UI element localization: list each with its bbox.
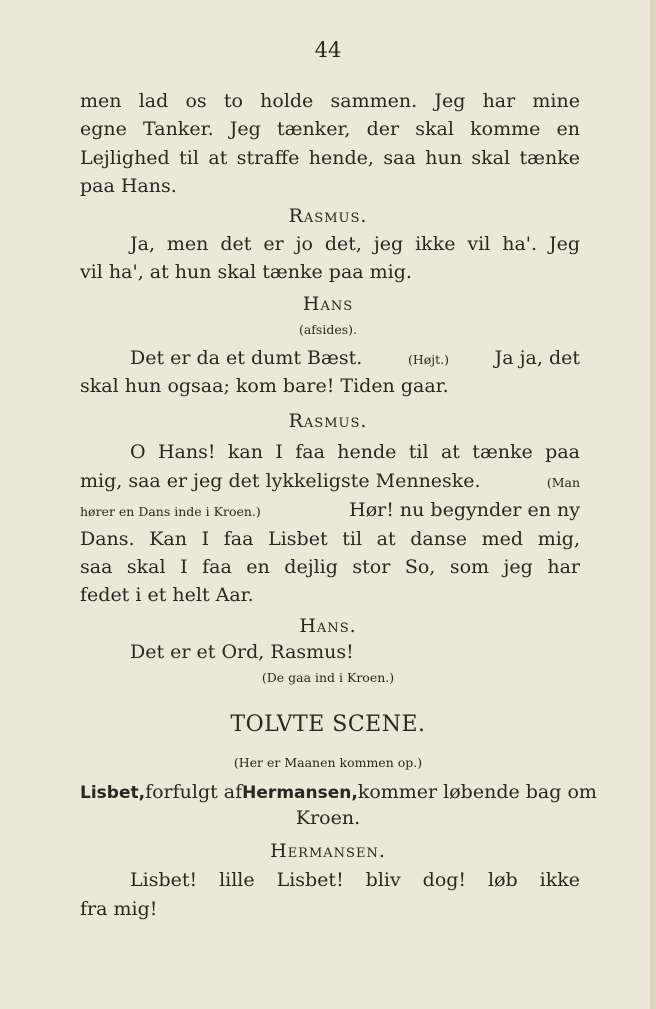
text-line bbox=[80, 778, 597, 807]
text-line: Lisbet! lille Lisbet! bliv dog! løb ikke bbox=[130, 869, 580, 891]
speaker-name: Hermansen. bbox=[270, 840, 386, 862]
text-line: O Hans! kan I faa hende til at tænke paa bbox=[130, 441, 580, 463]
text-line: Dans. Kan I faa Lisbet til at danse med mig, bbox=[80, 528, 580, 550]
character-name: Lisbet, bbox=[80, 783, 146, 803]
text-line: saa skal I faa en dejlig stor So, som jeg har bbox=[80, 556, 580, 578]
stage-direction: (De gaa ind i Kroen.) bbox=[261, 670, 395, 685]
text-line: Lejlighed til at straffe hende, saa hun skal tænke bbox=[80, 147, 580, 169]
text-line bbox=[80, 467, 580, 497]
stage-direction: (Højt.) bbox=[407, 352, 450, 367]
speaker-name: Hans bbox=[302, 293, 354, 315]
speaker-name: Hans. bbox=[299, 615, 357, 637]
page-number: 44 bbox=[314, 38, 342, 62]
character-name: Hermansen, bbox=[242, 783, 358, 803]
stage-direction-text: kommer løbende bag om bbox=[357, 781, 597, 803]
text-line bbox=[130, 344, 580, 374]
text-line: men lad os to holde sammen. Jeg har mine bbox=[80, 90, 580, 112]
dialogue-text: Ja ja, det bbox=[494, 347, 580, 369]
stage-direction: (Man bbox=[546, 475, 580, 490]
scene-title: TOLVTE SCENE. bbox=[230, 712, 426, 737]
text-line: paa Hans. bbox=[80, 175, 177, 197]
text-line: vil ha', at hun skal tænke paa mig. bbox=[80, 261, 412, 283]
text-line: egne Tanker. Jeg tænker, der skal komme en bbox=[80, 118, 580, 140]
speaker-name: Rasmus. bbox=[288, 205, 368, 227]
dialogue-text: mig, saa er jeg det lykkeligste Menneske. bbox=[80, 470, 481, 492]
text-line: fra mig! bbox=[80, 898, 158, 920]
text-line: Det er et Ord, Rasmus! bbox=[130, 641, 354, 663]
stage-direction-text: forfulgt af bbox=[145, 781, 243, 803]
page-edge bbox=[650, 0, 656, 1009]
stage-direction: (afsides). bbox=[298, 322, 358, 337]
speaker-name: Rasmus. bbox=[288, 410, 368, 432]
text-line: skal hun ogsaa; kom bare! Tiden gaar. bbox=[80, 375, 449, 397]
text-line: Ja, men det er jo det, jeg ikke vil ha'. Jeg bbox=[130, 233, 580, 255]
text-line bbox=[80, 496, 580, 526]
dialogue-text: Det er da et dumt Bæst. bbox=[130, 347, 363, 369]
stage-direction: hører en Dans inde i Kroen.) bbox=[80, 504, 261, 519]
dialogue-text: Hør! nu begynder en ny bbox=[349, 499, 580, 521]
text-line: fedet i et helt Aar. bbox=[80, 584, 254, 606]
stage-direction: (Her er Maanen kommen op.) bbox=[233, 755, 423, 770]
text-line: Kroen. bbox=[295, 807, 361, 829]
